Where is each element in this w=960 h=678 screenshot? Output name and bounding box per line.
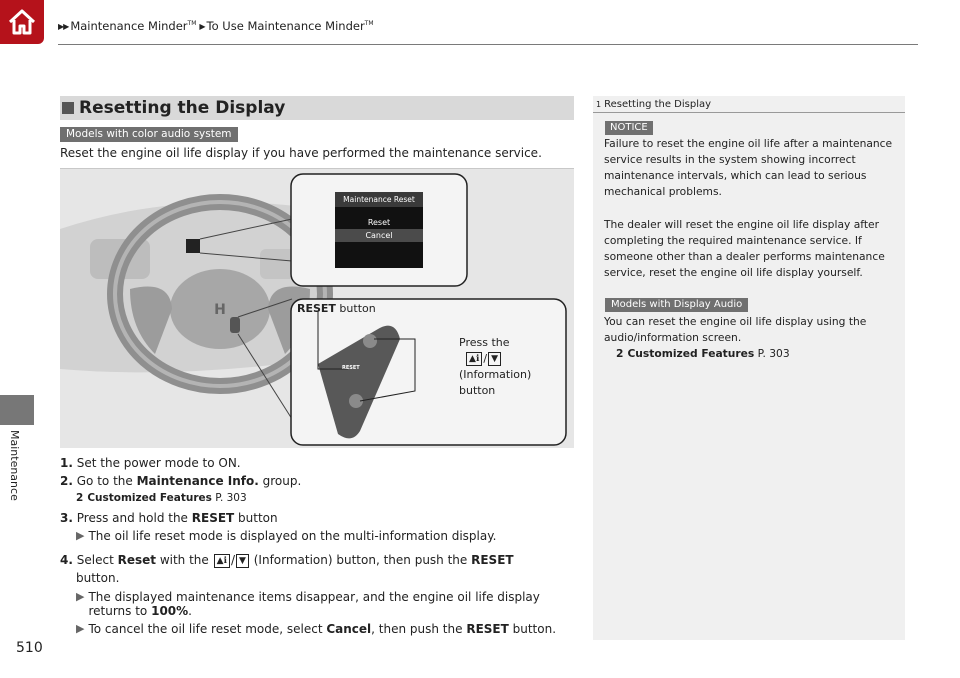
chapter-label: Maintenance [8,430,21,501]
info-down-icon: ▼ [236,554,249,568]
header-divider [58,44,918,45]
step-3-result: ▶ The oil life reset mode is displayed on the multi-information display. [76,529,497,543]
notice-badge: NOTICE [605,121,653,135]
result-arrow-icon: ▶ [76,590,85,603]
screen-option-reset: Reset [367,218,391,227]
breadcrumb [58,19,374,33]
step-4-result-1: ▶ The displayed maintenance items disappear, and the engine oil life display returns to 100%. [76,590,540,618]
breadcrumb-item-to-use[interactable]: To Use Maintenance Minder™ [206,19,374,33]
breadcrumb-item-maintenance-minder[interactable]: Maintenance Minder™ [70,19,197,33]
model-tag: Models with color audio system [60,127,238,142]
step-2: 2. Go to the Maintenance Info. group. [60,474,302,488]
section-heading [60,96,574,120]
result-arrow-icon: ▶ [76,529,85,542]
step-1: 1. Set the power mode to ON. [60,456,241,470]
info-down-icon: ▼ [488,352,501,366]
intro-text: Reset the engine oil life display if you have performed the maintenance service. [60,146,542,160]
step-2-reference[interactable]: 2 Customized Features P. 303 [76,492,247,504]
breadcrumb-arrow-icon: ▶▶ [58,21,69,31]
notes-heading: 1 Resetting the Display [593,96,905,113]
notes-reference[interactable]: 2 Customized Features P. 303 [616,347,790,360]
section-title: Resetting the Display [79,98,286,118]
info-up-icon: ▲ℹ [214,554,230,568]
chapter-tab [0,395,34,425]
section-square-icon [62,102,74,114]
step-4-continued: button. [76,571,120,585]
display-audio-tag: Models with Display Audio [605,298,748,312]
home-icon[interactable] [0,0,44,44]
notice-text: Failure to reset the engine oil life after a maintenance service results in the system showing incorrect maintenance intervals, which can lead to serious mechanical problems. [604,137,893,198]
breadcrumb-arrow-icon: ▶ [199,21,205,31]
page-number: 510 [16,640,43,656]
reset-button-callout: RESET button [297,302,376,315]
reference-arrow-icon: 2 [76,492,84,504]
svg-text:H: H [214,302,226,318]
step-3: 3. Press and hold the RESET button [60,511,278,525]
switch-reset-label: RESET [342,365,360,371]
step-4-result-2: ▶ To cancel the oil life reset mode, select Cancel, then push the RESET button. [76,622,557,636]
screen-title: Maintenance Reset [343,195,415,204]
display-marker [186,239,200,253]
dealer-text: The dealer will reset the engine oil life display after completing the required maintenance service. If someone other than a dealer performs maintenance service, reset the engine oil life display yourself. [604,218,885,279]
reference-arrow-icon: 2 [616,347,624,360]
audio-text: You can reset the engine oil life display using the audio/information screen. 2 Customized Features P. 303 [604,314,899,362]
step-4: 4. Select Reset with the ▲ℹ / ▼ (Information) button, then push the RESET [60,553,514,567]
info-switch-marker [230,317,240,333]
result-arrow-icon: ▶ [76,622,85,635]
screen-option-cancel: Cancel [365,231,393,240]
info-button-callout: Press the ▲ℹ / ▼ (Information) button [459,336,532,397]
info-up-icon: ▲ℹ [466,352,482,366]
notes-panel [593,96,905,640]
steering-wheel-illustration [60,168,574,448]
note-marker-icon: 1 [596,100,602,109]
